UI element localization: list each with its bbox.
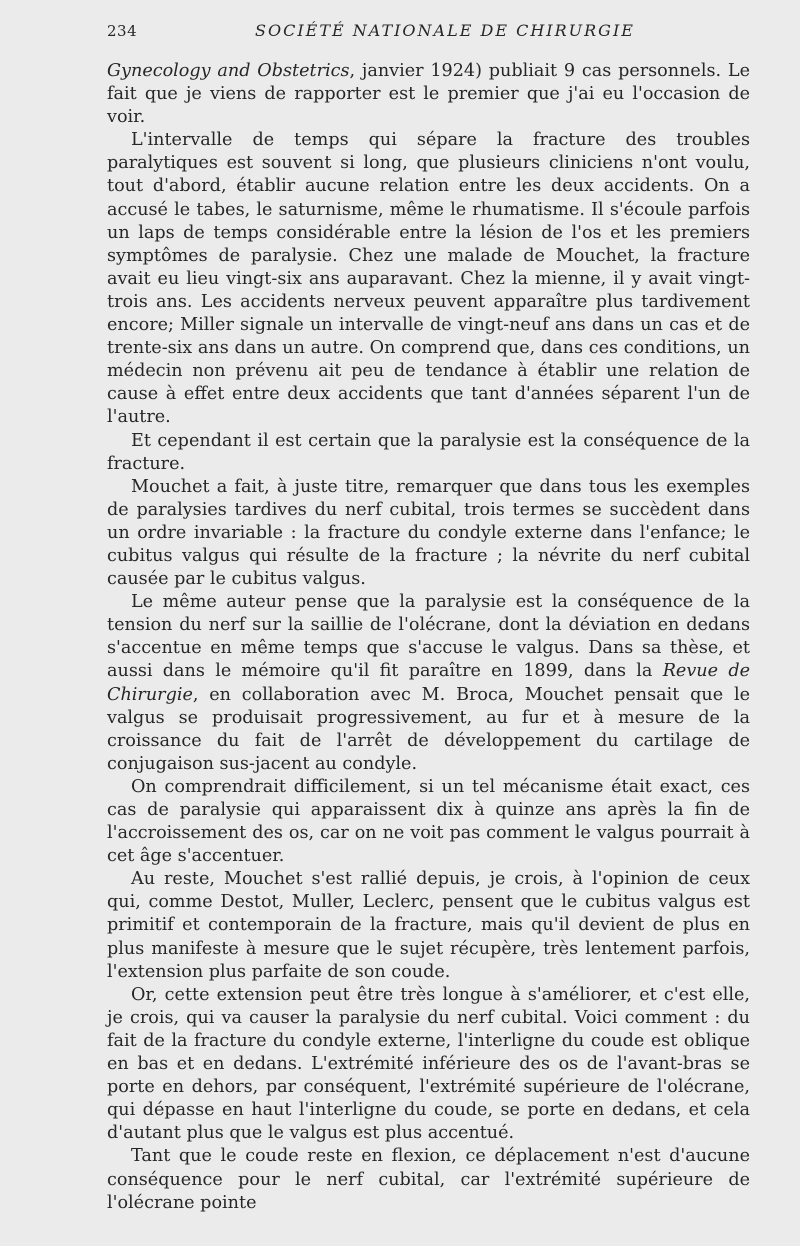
paragraph: Or, cette extension peut être très longue à s'améliorer, et c'est elle, je crois, qui va causer la paralysie du nerf cubital. Voici comment : du fait de la fracture du condyle externe, l'interligne du coude est oblique en bas et en dedans. L'extrémité inférieure des os de l'avant-bras se porte en dehors, par conséquent, l'extrémité supérieure de l'olécrane, qui dépasse en haut l'interligne du coude, se porte en dedans, et cela d'autant plus que le valgus est plus accentué. — [107, 984, 750, 1144]
running-head — [107, 18, 750, 48]
paragraph-text: , janvier 1924) publiait 9 cas personnels. Le fait que je viens de rapporter est le premier que j'ai eu l'occasion de voir. — [107, 61, 750, 128]
paragraph-text: Le même auteur pense que la paralysie est la conséquence de la tension du nerf sur la saillie de l'olécrane, dont la déviation en dedans s'accentue en même temps que s'accuse le valgus. Dans sa thèse, et aussi dans le mémoire qu'il fit paraître en 1899, dans la — [107, 592, 750, 682]
page-number: 234 — [107, 22, 138, 40]
body-text — [107, 60, 750, 1215]
paragraph: Et cependant il est certain que la paralysie est la conséquence de la fracture. — [107, 430, 750, 474]
paragraph: On comprendrait difficilement, si un tel mécanisme était exact, ces cas de paralysie qui apparaissent dix à quinze ans après la fin de l'accroissement des os, car on ne voit pas comment le valgus pourrait à cet âge s'accentuer. — [107, 776, 750, 867]
paragraph: Au reste, Mouchet s'est rallié depuis, je crois, à l'opinion de ceux qui, comme Destot, Muller, Leclerc, pensent que le cubitus valgus est primitif et contemporain de la fracture, mais qu'il devient de plus en plus manifeste à mesure que le sujet récupère, très lentement parfois, l'extension plus parfaite de son coude. — [107, 869, 750, 982]
paragraph: Mouchet a fait, à juste titre, remarquer que dans tous les exemples de paralysies tardives du nerf cubital, trois termes se succèdent dans un ordre invariable : la fracture du condyle externe dans l'enfance; le cubitus valgus qui résulte de la fracture ; la névrite du nerf cubital causée par le cubitus valgus. — [107, 476, 750, 590]
paragraph — [107, 591, 750, 776]
paragraph: L'intervalle de temps qui sépare la fracture des troubles paralytiques est souvent si long, que plusieurs cliniciens n'ont voulu, tout d'abord, établir aucune relation entre les deux accidents. On a accusé le tabes, le saturnisme, même le rhumatisme. Il s'écoule parfois un laps de temps considérable entre la lésion de l'os et les premiers symptômes de paralysie. Chez une malade de Mouchet, la fracture avait eu lieu vingt-six ans auparavant. Chez la mienne, il y avait vingt-trois ans. Les accidents nerveux peuvent apparaître plus tardivement encore; Miller signale un intervalle de vingt-neuf ans dans un cas et de trente-six ans dans un autre. On comprend que, dans ces conditions, un médecin non prévenu ait peu de tendance à établir une relation de cause à effet entre deux accidents que tant d'années séparent l'un de l'autre. — [107, 130, 750, 428]
journal-title: Revue de Chirurgie — [107, 661, 750, 705]
journal-title: Gynecology and Obstetrics — [107, 61, 350, 81]
paragraph: Tant que le coude reste en flexion, ce déplacement n'est d'aucune conséquence pour le nerf cubital, car l'extrémité supérieure de l'olécrane pointe — [107, 1146, 750, 1213]
running-title: SOCIÉTÉ NATIONALE DE CHIRURGIE — [255, 21, 635, 40]
paragraph-continued — [107, 60, 750, 129]
paragraph-text: , en collaboration avec M. Broca, Mouchet pensait que le valgus se produisait progressivement, au fur et à mesure de la croissance du fait de l'arrêt de développement du cartilage de conjugaison sus-jacent au condyle. — [107, 684, 750, 774]
